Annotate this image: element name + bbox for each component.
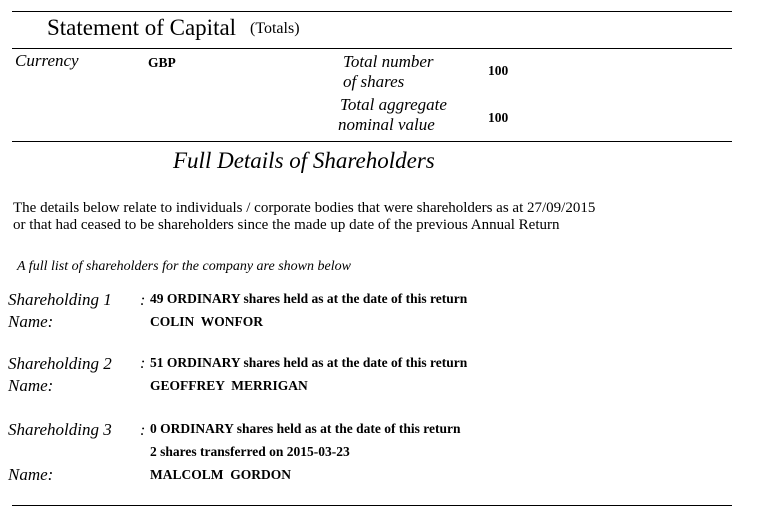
- aggregate-label-line2: nominal value: [338, 115, 435, 134]
- shareholding-3-label: [8, 420, 112, 440]
- shareholding-3-colon: :: [140, 422, 146, 439]
- shareholding-2-colon: :: [140, 355, 146, 372]
- total-shares-label-line2: of shares: [343, 72, 405, 91]
- shareholding-3-name-label: Name:: [8, 465, 54, 484]
- aggregate-value: 100: [488, 110, 509, 125]
- bottom-rule: [12, 505, 732, 506]
- shareholding-2-name: GEOFFREY MERRIGAN: [150, 378, 308, 393]
- shareholding-1-colon: :: [140, 292, 146, 309]
- intro-line-2: or that had ceased to be shareholders since the made up date of the previous Annual Return: [13, 217, 560, 233]
- aggregate-label-line1: Total aggregate: [340, 95, 447, 114]
- shareholding-1-name-label: Name:: [8, 312, 54, 331]
- shareholding-3-shares: 0 ORDINARY shares held as at the date of this return: [150, 421, 461, 436]
- shareholders-heading: Full Details of Shareholders: [173, 148, 435, 173]
- shareholding-2-label: [8, 354, 112, 374]
- shareholding-2-shares: 51 ORDINARY shares held as at the date of this return: [150, 355, 468, 370]
- capital-bottom-rule: [12, 141, 732, 142]
- shareholding-3-number: 3: [103, 420, 112, 439]
- shareholding-1-shares: 49 ORDINARY shares held as at the date of this return: [150, 291, 468, 306]
- shareholding-1-number: 1: [103, 290, 112, 309]
- capital-title: Statement of Capital: [47, 15, 237, 40]
- shareholding-3-transfer: 2 shares transferred on 2015-03-23: [150, 444, 350, 459]
- total-shares-value: 100: [488, 63, 509, 78]
- shareholding-1-word: Shareholding: [8, 290, 99, 309]
- currency-value: GBP: [148, 55, 176, 70]
- shareholding-2-word: Shareholding: [8, 354, 99, 373]
- intro-line-1: The details below relate to individuals / corporate bodies that were shareholders as at 27/09/2015: [13, 200, 596, 216]
- capital-header-rule: [12, 48, 732, 49]
- shareholding-2-name-label: Name:: [8, 376, 54, 395]
- currency-label: Currency: [15, 51, 79, 70]
- shareholding-2-number: 2: [103, 354, 112, 373]
- shareholding-3-name: MALCOLM GORDON: [150, 467, 291, 482]
- total-shares-label-line1: Total number: [343, 52, 434, 71]
- list-note: A full list of shareholders for the company are shown below: [17, 259, 351, 274]
- top-rule: [12, 11, 732, 12]
- shareholding-3-word: Shareholding: [8, 420, 99, 439]
- shareholding-1-label: [8, 290, 112, 310]
- capital-subtitle: (Totals): [250, 20, 300, 37]
- shareholding-1-name: COLIN WONFOR: [150, 314, 264, 329]
